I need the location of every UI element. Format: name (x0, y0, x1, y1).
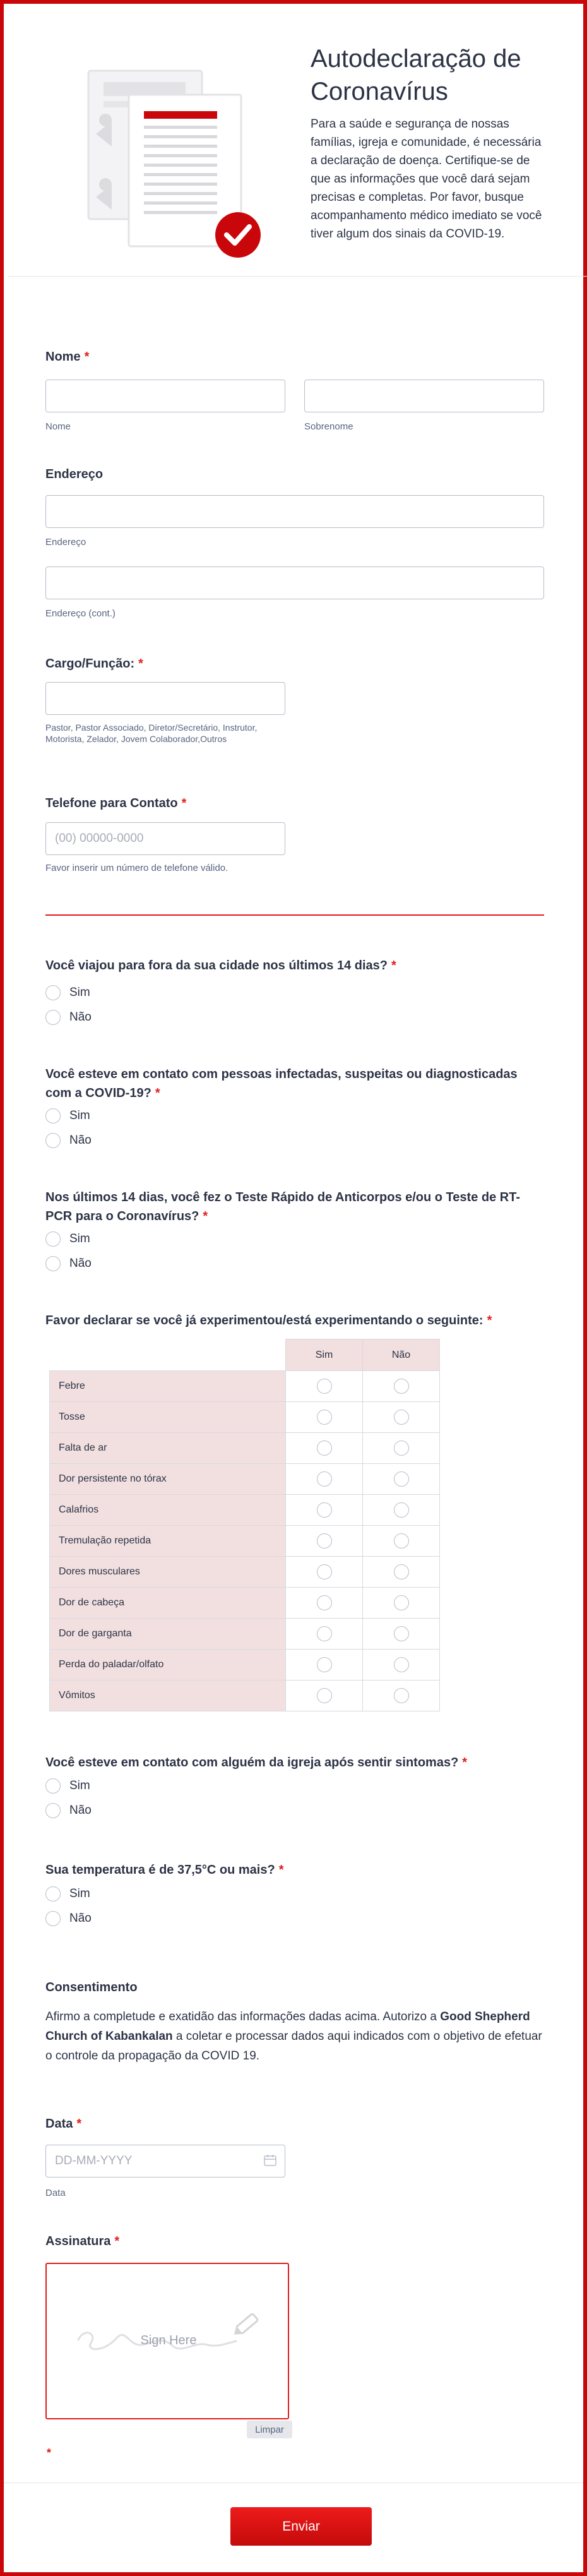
radio-button[interactable] (394, 1502, 409, 1518)
required-mark: * (391, 959, 396, 973)
radio-button[interactable] (394, 1471, 409, 1487)
first-name-sublabel: Nome (45, 421, 71, 432)
option-label: Sim (69, 1232, 90, 1245)
submit-button[interactable]: Enviar (230, 2507, 372, 2546)
required-mark: * (278, 1863, 284, 1877)
section-divider (45, 914, 544, 916)
radio-button[interactable] (45, 1911, 61, 1926)
matrix-cell[interactable] (363, 1464, 440, 1495)
option-label: Sim (69, 986, 90, 999)
matrix-row-label: Tosse (50, 1402, 286, 1433)
matrix-row (50, 1557, 440, 1588)
matrix-row-label: Tremulação repetida (50, 1526, 286, 1557)
radio-button[interactable] (317, 1533, 332, 1549)
radio-button[interactable] (394, 1595, 409, 1610)
radio-button[interactable] (45, 1778, 61, 1794)
form-description: Para a saúde e segurança de nossas famílias, igreja e comunidade, é necessária a declaração de doença. Certifique-se de que as informações que você dará sejam precisas e completas. Por favor, busque acompanhamento médico imediato se você tiver algum dos sinais da COVID-19. (311, 117, 542, 241)
radio-button[interactable] (45, 985, 61, 1000)
test-option-yes[interactable] (45, 1231, 90, 1247)
option-label: Sim (69, 1109, 90, 1122)
matrix-cell[interactable] (363, 1495, 440, 1526)
option-label: Não (69, 1010, 92, 1024)
matrix-row (50, 1650, 440, 1680)
church-name: Good Shepherd Church of Kabankalan (45, 2010, 530, 2043)
option-label: Não (69, 1804, 92, 1817)
matrix-cell[interactable] (363, 1526, 440, 1557)
radio-button[interactable] (317, 1471, 332, 1487)
matrix-cell[interactable] (363, 1588, 440, 1619)
required-mark: * (138, 657, 143, 671)
required-mark: * (114, 2234, 120, 2248)
radio-button[interactable] (45, 1231, 61, 1247)
last-name-sublabel: Sobrenome (304, 421, 353, 432)
contact-option-no[interactable] (45, 1133, 92, 1148)
matrix-cell[interactable] (286, 1371, 363, 1402)
address-label: Endereço (45, 467, 104, 481)
matrix-row (50, 1371, 440, 1402)
last-name-input[interactable] (304, 380, 544, 412)
matrix-cell[interactable] (286, 1650, 363, 1680)
address-line2-input[interactable] (45, 566, 544, 599)
matrix-row-label: Dor de cabeça (50, 1588, 286, 1619)
matrix-row-label: Falta de ar (50, 1433, 286, 1464)
required-mark: * (203, 1209, 208, 1223)
test-option-no[interactable] (45, 1256, 92, 1271)
matrix-cell[interactable] (363, 1557, 440, 1588)
date-field (45, 2145, 285, 2178)
matrix-cell[interactable] (286, 1680, 363, 1711)
required-mark: * (84, 350, 90, 364)
matrix-row (50, 1433, 440, 1464)
option-label: Não (69, 1912, 92, 1925)
matrix-cell[interactable] (286, 1588, 363, 1619)
clear-signature-button[interactable]: Limpar (247, 2421, 292, 2438)
required-mark: * (155, 1086, 160, 1100)
contact-question-label: Você esteve em contato com pessoas infectadas, suspeitas ou diagnosticadas com a COVID-19? * (45, 1067, 518, 1100)
signature-label: Assinatura * (45, 2234, 120, 2248)
document-checkmark-icon (83, 64, 273, 273)
radio-button[interactable] (45, 1133, 61, 1148)
matrix-row-label: Dor persistente no tórax (50, 1464, 286, 1495)
matrix-cell[interactable] (363, 1371, 440, 1402)
matrix-row (50, 1680, 440, 1711)
church-contact-option-no[interactable] (45, 1803, 92, 1818)
required-mark: * (462, 1756, 468, 1770)
phone-input[interactable] (45, 822, 285, 855)
matrix-row (50, 1495, 440, 1526)
address-line2-sublabel: Endereço (cont.) (45, 608, 116, 619)
travel-option-yes[interactable] (45, 985, 90, 1000)
radio-button[interactable] (317, 1502, 332, 1518)
required-mark: * (76, 2117, 82, 2131)
form-header (8, 8, 587, 277)
matrix-cell[interactable] (363, 1433, 440, 1464)
radio-button[interactable] (317, 1657, 332, 1672)
matrix-cell[interactable] (286, 1495, 363, 1526)
option-label: Sim (69, 1779, 90, 1792)
consent-text: Afirmo a completude e exatidão das informações dadas acima. Autorizo a Good Shepherd Church of Kabankalan a coletar e processar dados aqui indicados com o objetivo de efetuar o controle da propagação da COVID 19. (45, 2010, 542, 2063)
radio-button[interactable] (45, 1010, 61, 1025)
radio-button[interactable] (394, 1564, 409, 1579)
temperature-option-no[interactable] (45, 1911, 92, 1926)
radio-button[interactable] (317, 1626, 332, 1641)
option-label: Sim (69, 1887, 90, 1900)
matrix-row (50, 1619, 440, 1650)
required-mark: * (181, 796, 187, 810)
radio-button[interactable] (45, 1108, 61, 1123)
matrix-cell[interactable] (286, 1433, 363, 1464)
address-line1-sublabel: Endereço (45, 537, 86, 548)
matrix-row-label: Dores musculares (50, 1557, 286, 1588)
radio-button[interactable] (317, 1379, 332, 1394)
matrix-row-label: Perda do paladar/olfato (50, 1650, 286, 1680)
option-label: Não (69, 1257, 92, 1270)
matrix-cell[interactable] (286, 1557, 363, 1588)
required-mark: * (487, 1314, 492, 1327)
radio-button[interactable] (45, 1803, 61, 1818)
option-label: Não (69, 1134, 92, 1147)
name-label: Nome * (45, 350, 90, 364)
matrix-cell[interactable] (363, 1650, 440, 1680)
radio-button[interactable] (317, 1410, 332, 1425)
matrix-row (50, 1464, 440, 1495)
radio-button[interactable] (394, 1657, 409, 1672)
address-line1-input[interactable] (45, 495, 544, 528)
radio-button[interactable] (317, 1564, 332, 1579)
radio-button[interactable] (394, 1688, 409, 1703)
church-contact-option-yes[interactable] (45, 1778, 90, 1794)
phone-label: Telefone para Contato * (45, 796, 187, 810)
travel-option-no[interactable] (45, 1010, 92, 1025)
travel-question-label: Você viajou para fora da sua cidade nos últimos 14 dias? * (45, 959, 396, 973)
radio-button[interactable] (394, 1441, 409, 1456)
signature-error-mark: * (47, 2447, 52, 2459)
radio-button[interactable] (394, 1379, 409, 1394)
matrix-cell[interactable] (286, 1464, 363, 1495)
symptoms-question-label: Favor declarar se você já experimentou/está experimentando o seguinte: * (45, 1314, 492, 1327)
radio-button[interactable] (394, 1626, 409, 1641)
matrix-cell[interactable] (286, 1619, 363, 1650)
matrix-row (50, 1402, 440, 1433)
signature-pad[interactable] (45, 2263, 289, 2419)
matrix-row-label: Febre (50, 1371, 286, 1402)
radio-button[interactable] (394, 1533, 409, 1549)
symptoms-matrix (49, 1339, 440, 1711)
church-contact-question-label: Você esteve em contato com alguém da igreja após sentir sintomas? * (45, 1756, 468, 1770)
first-name-input[interactable] (45, 380, 285, 412)
matrix-body (50, 1371, 440, 1711)
radio-button[interactable] (394, 1410, 409, 1425)
matrix-cell[interactable] (286, 1402, 363, 1433)
role-input[interactable] (45, 682, 285, 715)
phone-sublabel: Favor inserir um número de telefone válido. (45, 863, 228, 873)
matrix-cell[interactable] (286, 1526, 363, 1557)
radio-button[interactable] (45, 1886, 61, 1902)
matrix-cell[interactable] (363, 1680, 440, 1711)
calendar-icon[interactable] (264, 2155, 276, 2166)
temperature-option-yes[interactable] (45, 1886, 90, 1902)
signature-hint: Sign Here (140, 2333, 197, 2347)
contact-option-yes[interactable] (45, 1108, 90, 1123)
radio-button[interactable] (45, 1256, 61, 1271)
date-sublabel: Data (45, 2188, 66, 2198)
date-input[interactable] (45, 2145, 285, 2178)
matrix-row (50, 1588, 440, 1619)
matrix-column-header: Sim (286, 1339, 363, 1371)
matrix-cell[interactable] (363, 1619, 440, 1650)
matrix-row-label: Vômitos (50, 1680, 286, 1711)
radio-button[interactable] (317, 1595, 332, 1610)
matrix-corner (50, 1339, 286, 1371)
radio-button[interactable] (317, 1688, 332, 1703)
test-question-label: Nos últimos 14 dias, você fez o Teste Rápido de Anticorpos e/ou o Teste de RT-PCR para o Coronavírus? * (45, 1190, 520, 1223)
matrix-column-header: Não (363, 1339, 440, 1371)
role-label: Cargo/Função: * (45, 657, 143, 671)
temperature-question-label: Sua temperatura é de 37,5°C ou mais? * (45, 1863, 284, 1877)
radio-button[interactable] (317, 1441, 332, 1456)
matrix-row-label: Dor de garganta (50, 1619, 286, 1650)
date-label: Data * (45, 2117, 82, 2131)
matrix-row (50, 1526, 440, 1557)
matrix-cell[interactable] (363, 1402, 440, 1433)
role-sublabel: Pastor, Pastor Associado, Diretor/Secretário, Instrutor, Motorista, Zelador, Jovem Colaborador,Outros (45, 722, 258, 744)
form-title: Autodeclaração de Coronavírus (311, 45, 521, 105)
matrix-row-label: Calafrios (50, 1495, 286, 1526)
consent-heading: Consentimento (45, 1980, 138, 1994)
